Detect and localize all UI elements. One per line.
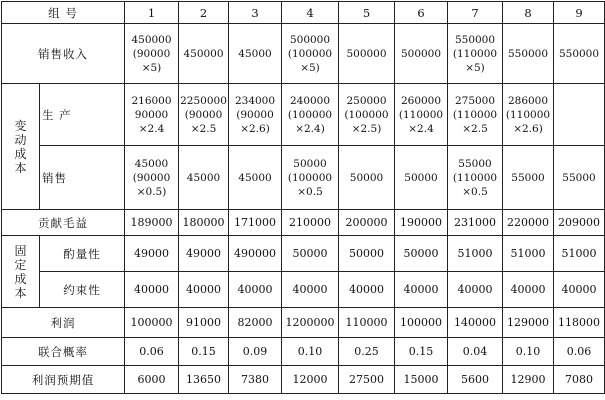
cell-line: ×0.5 bbox=[297, 185, 323, 198]
sales-cell bbox=[282, 24, 339, 84]
production-cell bbox=[503, 84, 554, 146]
contribution-row bbox=[2, 210, 605, 236]
expected-profit-cell: 12900 bbox=[503, 366, 554, 394]
cell-line: ×2.6) bbox=[513, 122, 543, 135]
cell-line: (100000 bbox=[344, 108, 389, 121]
committed-cell: 40000 bbox=[448, 272, 503, 308]
cell-line: 500000 bbox=[400, 47, 442, 60]
committed-label: 约束性 bbox=[40, 272, 125, 308]
fixed-discretionary-row bbox=[2, 236, 605, 272]
cell-line: (90000 bbox=[132, 171, 171, 184]
cell-line: ×2.4 bbox=[408, 122, 434, 135]
expected-profit-cell: 13650 bbox=[179, 366, 229, 394]
cell-line: 45000 bbox=[238, 171, 272, 184]
joint-probability-cell: 0.25 bbox=[339, 338, 395, 366]
variable-production-row bbox=[2, 84, 605, 146]
cell-line: ×5) bbox=[141, 61, 162, 74]
joint-probability-cell: 0.09 bbox=[229, 338, 282, 366]
cell-line: 234000 bbox=[234, 94, 276, 107]
expected-profit-label: 利润预期值 bbox=[2, 366, 125, 394]
cell-line: 45000 bbox=[134, 157, 169, 170]
sales-label: 销售收入 bbox=[2, 24, 125, 84]
contribution-cell: 180000 bbox=[179, 210, 229, 236]
cell-line: 45000 bbox=[186, 171, 221, 184]
discretionary-cell: 50000 bbox=[395, 236, 448, 272]
fixed-committed-row bbox=[2, 272, 605, 308]
committed-cell: 40000 bbox=[554, 272, 605, 308]
production-cell bbox=[554, 84, 605, 146]
cell-line: 550000 bbox=[558, 47, 600, 60]
cell-line: ×0.5 bbox=[462, 185, 488, 198]
profit-analysis-table bbox=[1, 1, 605, 394]
vertical-label-char: 定 bbox=[14, 257, 27, 272]
header-row bbox=[2, 2, 605, 24]
committed-cell: 40000 bbox=[339, 272, 395, 308]
profit-label: 利润 bbox=[2, 308, 125, 338]
committed-cell: 40000 bbox=[282, 272, 339, 308]
cell-line: 500000 bbox=[289, 33, 331, 46]
profit-cell: 110000 bbox=[339, 308, 395, 338]
group-col-3: 3 bbox=[229, 2, 282, 24]
profit-row bbox=[2, 308, 605, 338]
contribution-cell: 190000 bbox=[395, 210, 448, 236]
group-col-9: 9 bbox=[554, 2, 605, 24]
production-cell bbox=[282, 84, 339, 146]
group-number-label: 组 号 bbox=[2, 2, 125, 24]
cell-line: ×2.4) bbox=[295, 122, 325, 135]
cell-line: ×5) bbox=[465, 61, 485, 74]
expected-profit-cell: 15000 bbox=[395, 366, 448, 394]
joint-probability-cell: 0.15 bbox=[395, 338, 448, 366]
sales-cell bbox=[229, 24, 282, 84]
discretionary-cell: 49000 bbox=[179, 236, 229, 272]
discretionary-cell: 50000 bbox=[282, 236, 339, 272]
production-cell bbox=[448, 84, 503, 146]
cell-line: (100000 bbox=[287, 47, 333, 60]
cell-line: 240000 bbox=[289, 94, 331, 107]
production-cell bbox=[125, 84, 179, 146]
contribution-cell: 209000 bbox=[554, 210, 605, 236]
sales-cell bbox=[554, 24, 605, 84]
cell-line: (100000 bbox=[287, 171, 333, 184]
sales-cell bbox=[125, 24, 179, 84]
committed-cell: 40000 bbox=[125, 272, 179, 308]
selling-cell bbox=[554, 146, 605, 210]
vertical-label-char: 成 bbox=[14, 271, 27, 286]
cell-line: 550000 bbox=[507, 47, 549, 60]
variable-cost-label bbox=[2, 84, 40, 210]
cell-line: 55000 bbox=[562, 171, 596, 184]
vertical-label-char: 变 bbox=[14, 118, 27, 133]
cell-line: 90000 bbox=[134, 108, 169, 121]
contribution-cell: 200000 bbox=[339, 210, 395, 236]
sales-cell bbox=[395, 24, 448, 84]
sales-cell bbox=[503, 24, 554, 84]
joint-probability-cell: 0.06 bbox=[554, 338, 605, 366]
joint-probability-row bbox=[2, 338, 605, 366]
vertical-label-char: 本 bbox=[14, 285, 27, 300]
selling-cell bbox=[229, 146, 282, 210]
cell-line: 260000 bbox=[400, 94, 442, 107]
cell-line: (90000 bbox=[184, 108, 223, 121]
cell-line: 450000 bbox=[183, 47, 224, 60]
cell-line: (110000 bbox=[505, 108, 551, 121]
profit-cell: 1200000 bbox=[282, 308, 339, 338]
group-col-8: 8 bbox=[503, 2, 554, 24]
group-col-5: 5 bbox=[339, 2, 395, 24]
production-label: 生 产 bbox=[40, 84, 125, 146]
profit-cell: 82000 bbox=[229, 308, 282, 338]
joint-probability-cell: 0.06 bbox=[125, 338, 179, 366]
expected-profit-cell: 7080 bbox=[554, 366, 605, 394]
cell-line: (110000 bbox=[452, 171, 498, 184]
contribution-cell: 210000 bbox=[282, 210, 339, 236]
cell-line: 450000 bbox=[131, 33, 172, 46]
vertical-label-char: 动 bbox=[14, 132, 27, 147]
cell-line: 286000 bbox=[507, 94, 549, 107]
cell-line: (110000 bbox=[452, 47, 498, 60]
contribution-label: 贡献毛益 bbox=[2, 210, 125, 236]
cell-line: (90000 bbox=[236, 108, 274, 121]
discretionary-label: 酌量性 bbox=[40, 236, 125, 272]
discretionary-cell: 49000 bbox=[125, 236, 179, 272]
cell-line: 50000 bbox=[293, 157, 327, 170]
selling-cell bbox=[339, 146, 395, 210]
selling-cell bbox=[448, 146, 503, 210]
cell-line: 50000 bbox=[349, 171, 384, 184]
discretionary-cell: 490000 bbox=[229, 236, 282, 272]
selling-cell bbox=[503, 146, 554, 210]
cell-line: (100000 bbox=[287, 108, 333, 121]
expected-profit-row bbox=[2, 366, 605, 394]
variable-selling-row bbox=[2, 146, 605, 210]
committed-cell: 40000 bbox=[503, 272, 554, 308]
cell-line: 216000 bbox=[131, 94, 172, 107]
discretionary-cell: 51000 bbox=[554, 236, 605, 272]
profit-cell: 118000 bbox=[554, 308, 605, 338]
production-cell bbox=[179, 84, 229, 146]
sales-cell bbox=[448, 24, 503, 84]
vertical-label-char: 本 bbox=[14, 160, 27, 175]
expected-profit-cell: 12000 bbox=[282, 366, 339, 394]
sales-row bbox=[2, 24, 605, 84]
profit-cell: 91000 bbox=[179, 308, 229, 338]
committed-cell: 40000 bbox=[229, 272, 282, 308]
cell-line: 250000 bbox=[346, 94, 387, 107]
group-col-2: 2 bbox=[179, 2, 229, 24]
profit-cell: 100000 bbox=[125, 308, 179, 338]
profit-cell: 100000 bbox=[395, 308, 448, 338]
cell-line: ×2.6) bbox=[240, 122, 270, 135]
cell-line: 275000 bbox=[454, 94, 496, 107]
selling-cell bbox=[395, 146, 448, 210]
committed-cell: 40000 bbox=[395, 272, 448, 308]
group-col-1: 1 bbox=[125, 2, 179, 24]
joint-probability-cell: 0.10 bbox=[503, 338, 554, 366]
cell-line: 550000 bbox=[454, 33, 496, 46]
expected-profit-cell: 6000 bbox=[125, 366, 179, 394]
expected-profit-cell: 27500 bbox=[339, 366, 395, 394]
expected-profit-cell: 7380 bbox=[229, 366, 282, 394]
sales-cell bbox=[339, 24, 395, 84]
contribution-cell: 171000 bbox=[229, 210, 282, 236]
selling-label: 销售 bbox=[40, 146, 125, 210]
profit-cell: 129000 bbox=[503, 308, 554, 338]
selling-cell bbox=[282, 146, 339, 210]
contribution-cell: 189000 bbox=[125, 210, 179, 236]
selling-cell bbox=[125, 146, 179, 210]
profit-cell: 140000 bbox=[448, 308, 503, 338]
expected-profit-cell: 5600 bbox=[448, 366, 503, 394]
discretionary-cell: 51000 bbox=[503, 236, 554, 272]
discretionary-cell: 51000 bbox=[448, 236, 503, 272]
selling-cell bbox=[179, 146, 229, 210]
contribution-cell: 231000 bbox=[448, 210, 503, 236]
cell-line: (110000 bbox=[398, 108, 444, 121]
cell-line: ×5) bbox=[300, 61, 320, 74]
cell-line: ×2.5 bbox=[462, 122, 488, 135]
vertical-label-char: 固 bbox=[14, 243, 27, 258]
cell-line: 2250000 bbox=[180, 94, 227, 107]
vertical-label-char: 成 bbox=[14, 146, 27, 161]
production-cell bbox=[339, 84, 395, 146]
cell-line: 55000 bbox=[511, 171, 545, 184]
joint-probability-cell: 0.04 bbox=[448, 338, 503, 366]
fixed-cost-label bbox=[2, 236, 40, 308]
cell-line: ×2.4 bbox=[138, 122, 165, 135]
committed-cell: 40000 bbox=[179, 272, 229, 308]
production-cell bbox=[229, 84, 282, 146]
discretionary-cell: 50000 bbox=[339, 236, 395, 272]
cell-line: 500000 bbox=[346, 47, 387, 60]
cell-line: 45000 bbox=[238, 47, 272, 60]
cell-line: 55000 bbox=[458, 157, 492, 170]
cell-line: (110000 bbox=[452, 108, 498, 121]
cell-line: 50000 bbox=[404, 171, 438, 184]
document-page bbox=[1, 1, 605, 394]
cell-line: ×2.5) bbox=[351, 122, 382, 135]
joint-probability-cell: 0.15 bbox=[179, 338, 229, 366]
cell-line: ×2.5 bbox=[190, 122, 217, 135]
joint-probability-label: 联合概率 bbox=[2, 338, 125, 366]
cell-line: (90000 bbox=[132, 47, 171, 60]
joint-probability-cell: 0.10 bbox=[282, 338, 339, 366]
group-col-7: 7 bbox=[448, 2, 503, 24]
sales-cell bbox=[179, 24, 229, 84]
cell-line: ×0.5) bbox=[136, 185, 167, 198]
group-col-6: 6 bbox=[395, 2, 448, 24]
contribution-cell: 220000 bbox=[503, 210, 554, 236]
group-col-4: 4 bbox=[282, 2, 339, 24]
production-cell bbox=[395, 84, 448, 146]
